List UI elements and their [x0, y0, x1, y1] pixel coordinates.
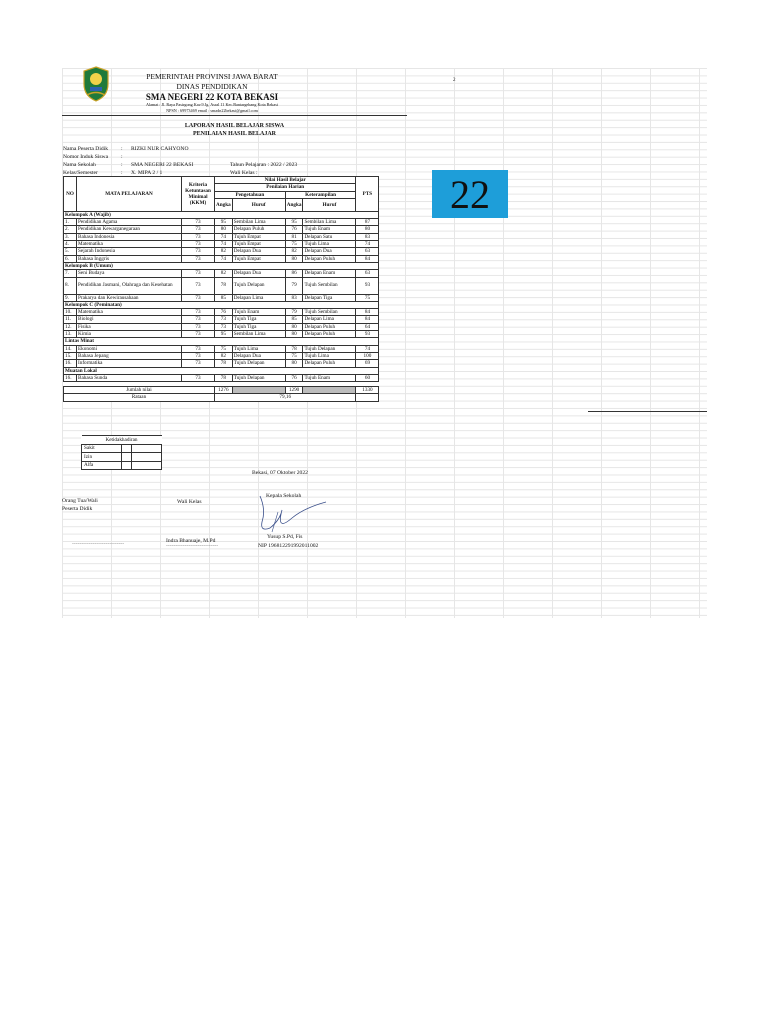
table-row — [64, 309, 379, 316]
col-nilai: Nilai Hasil Belajar — [215, 177, 356, 184]
cell-ph: Tujuh Empat — [232, 233, 285, 240]
nis-label: Nomor Induk Siswa — [63, 154, 109, 160]
col-kkm: Kriteria Ketuntasan Minimal (KKM) — [182, 177, 215, 212]
cell-kkm: 73 — [182, 374, 215, 381]
table-row — [64, 294, 379, 301]
school-address: Alamat : Jl. Raya Pasirgong Kav.9 Jg. Asral 11 Kec.Bantargebang Kota Bekasi — [145, 102, 279, 107]
cell-pa: 74 — [215, 255, 233, 262]
cell-no: 10. — [64, 309, 77, 316]
cell-ph: Tujuh Empat — [232, 241, 285, 248]
attendance-blank — [132, 461, 162, 470]
cell-ph: Delapan Lima — [232, 294, 285, 301]
cell-pa: 82 — [215, 352, 233, 359]
cell-subject: Bahasa Jepang — [77, 352, 182, 359]
handwritten-signature — [252, 492, 332, 540]
cell-ka: 75 — [285, 352, 303, 359]
table-row — [64, 316, 379, 323]
colon: : — [121, 154, 123, 160]
cell-no: 13. — [64, 331, 77, 338]
group-title: Muatan Lokal — [64, 367, 379, 374]
group-title: Kelompok A (Wajib) — [64, 211, 379, 218]
cell-ka: 95 — [285, 219, 303, 226]
attendance-table — [81, 435, 162, 470]
cell-subject: Ekonomi — [77, 345, 182, 352]
cell-pa: 73 — [215, 316, 233, 323]
cell-pa: 80 — [215, 226, 233, 233]
cell-kh: Delapan Tiga — [303, 294, 356, 301]
colon: : — [121, 170, 123, 176]
cell-ka: 85 — [285, 316, 303, 323]
cell-ph: Sembilan Lima — [232, 331, 285, 338]
group-row — [64, 211, 379, 218]
cell-kkm: 73 — [182, 323, 215, 330]
cell-ph: Sembilan Lima — [232, 219, 285, 226]
attendance-label: Izin — [82, 453, 122, 462]
cell-kh: Tujuh Sembilan — [303, 309, 356, 316]
cell-kh: Tujuh Sembilan — [303, 277, 356, 294]
group-title: Kelompok C (Peminatan) — [64, 301, 379, 308]
cell-ph: Tujuh Tiga — [232, 316, 285, 323]
cell-kkm: 73 — [182, 248, 215, 255]
cell-ka: 80 — [285, 331, 303, 338]
page-number: 2 — [453, 78, 456, 83]
total-keterampilan: 1290 — [285, 387, 303, 394]
cell-pts: 60 — [356, 374, 379, 381]
cell-no: 6. — [64, 255, 77, 262]
cell-pts: 74 — [356, 345, 379, 352]
cell-ka: 80 — [285, 255, 303, 262]
attendance-title: Ketidakhadiran — [82, 436, 162, 445]
cell-kkm: 73 — [182, 316, 215, 323]
cell-pa: 76 — [215, 309, 233, 316]
cell-ka: 83 — [285, 294, 303, 301]
cell-no: 14. — [64, 345, 77, 352]
table-row — [64, 323, 379, 330]
cell-pts: 69 — [356, 360, 379, 367]
cell-kh: Tujuh Enam — [303, 374, 356, 381]
total-row — [64, 387, 379, 394]
cell-pa: 74 — [215, 233, 233, 240]
cell-pts: 84 — [356, 316, 379, 323]
cell-pts: 84 — [356, 309, 379, 316]
head-nip: NIP 196812291992011002 — [258, 543, 319, 549]
cell-ka: 80 — [285, 360, 303, 367]
cell-subject: Matematika — [77, 241, 182, 248]
wali-kelas-name: Indra Bhanuaje, M.Pd — [166, 538, 216, 544]
group-row — [64, 262, 379, 269]
cell-subject: Matematika — [77, 309, 182, 316]
attendance-value — [122, 444, 132, 453]
cell-kh: Delapan Puluh — [303, 331, 356, 338]
cell-ka: 79 — [285, 309, 303, 316]
table-row — [64, 255, 379, 262]
cell-kkm: 73 — [182, 241, 215, 248]
cell-pts: 93 — [356, 331, 379, 338]
cell-kh: Delapan Puluh — [303, 255, 356, 262]
cell-kkm: 73 — [182, 219, 215, 226]
header-divider — [62, 115, 407, 116]
cell-kkm: 73 — [182, 309, 215, 316]
class-value: X. MIPA 2 / 1 — [131, 170, 163, 176]
school-name: SMA NEGERI 22 BEKASI — [131, 162, 194, 168]
cell-ph: Tujuh Delapan — [232, 374, 285, 381]
table-row — [64, 331, 379, 338]
place-date: Bekasi, 07 Oktober 2022 — [252, 470, 308, 476]
cell-no: 2. — [64, 226, 77, 233]
cell-pts: 64 — [356, 323, 379, 330]
parent-label-2: Peserta Didik — [62, 506, 93, 512]
cell-no: 15. — [64, 352, 77, 359]
cell-pa: 75 — [215, 345, 233, 352]
group-row — [64, 367, 379, 374]
group-row — [64, 301, 379, 308]
head-label: Kepala Sekolah — [266, 493, 302, 499]
col-no: NO — [64, 177, 77, 212]
cell-pts: 83 — [356, 233, 379, 240]
cell-kh: Tujuh Delapan — [303, 345, 356, 352]
cell-pa: 82 — [215, 248, 233, 255]
table-row — [64, 241, 379, 248]
student-name-label: Nama Peserta Didik — [63, 146, 109, 152]
school-label: Nama Sekolah — [63, 162, 96, 168]
col-pengetahuan: Pengetahuan — [215, 191, 286, 198]
col-huruf-2: Huruf — [303, 198, 356, 211]
table-row — [64, 233, 379, 240]
cell-kh: Delapan Lima — [303, 316, 356, 323]
school-contact: NPSN : 69973469 email : smadn22bekasi@gmail.com — [166, 108, 258, 113]
student-name: RIZKI NUR CAHYONO — [131, 146, 189, 152]
wali-label: Wali Kelas : — [230, 170, 258, 176]
cell-no: 11. — [64, 316, 77, 323]
cell-subject: Sejarah Indonesia — [77, 248, 182, 255]
west-java-emblem-logo — [82, 66, 110, 102]
cell-no: 16. — [64, 374, 77, 381]
cell-subject: Seni Budaya — [77, 270, 182, 277]
cell-kkm: 73 — [182, 226, 215, 233]
cell-ph: Delapan Dua — [232, 270, 285, 277]
cell-kh: Delapan Puluh — [303, 323, 356, 330]
cell-pts: 63 — [356, 270, 379, 277]
cell-subject: Informatika — [77, 360, 182, 367]
cell-kh: Tujuh Enam — [303, 226, 356, 233]
cell-no: 16. — [64, 360, 77, 367]
attendance-blank — [132, 453, 162, 462]
attendance-label: Alfa — [82, 461, 122, 470]
dept-title: DINAS PENDIDIKAN — [176, 82, 248, 91]
cell-ph: Delapan Puluh — [232, 226, 285, 233]
parent-sign-line: ---------------------------- — [72, 541, 125, 547]
report-subtitle: PENILAIAN HASIL BELAJAR — [192, 131, 277, 137]
cell-pa: 74 — [215, 241, 233, 248]
gray-cell — [303, 387, 356, 394]
parent-label: Orang Tua/Wali — [62, 498, 98, 504]
table-row — [64, 352, 379, 359]
col-harian: Penilaian Harian — [215, 184, 356, 191]
col-angka: Angka — [215, 198, 233, 211]
table-row — [64, 374, 379, 381]
cell-kkm: 73 — [182, 360, 215, 367]
cell-pts: 84 — [356, 255, 379, 262]
cell-ka: 82 — [285, 248, 303, 255]
group-title: Lintas Minat — [64, 338, 379, 345]
cell-ph: Delapan Dua — [232, 352, 285, 359]
cell-no: 12. — [64, 323, 77, 330]
group-title: Kelompok B (Umum) — [64, 262, 379, 269]
cell-subject: Pendidikan Agama — [77, 219, 182, 226]
cell-kkm: 73 — [182, 255, 215, 262]
cell-pts: 93 — [356, 277, 379, 294]
cell-no: 4. — [64, 241, 77, 248]
cell-kkm: 73 — [182, 270, 215, 277]
cell-kh: Sembilan Lima — [303, 219, 356, 226]
cell-ka: 81 — [285, 233, 303, 240]
cell-ph: Tujuh Lima — [232, 345, 285, 352]
gov-title: PEMERINTAH PROVINSI JAWA BARAT — [146, 72, 278, 81]
total-pts: 1330 — [356, 387, 379, 394]
attendance-blank — [132, 444, 162, 453]
cell-pa: 73 — [215, 323, 233, 330]
cell-ka: 80 — [285, 323, 303, 330]
cell-ph: Tujuh Empat — [232, 255, 285, 262]
colon: : — [121, 162, 123, 168]
blank-cell — [356, 394, 379, 401]
cell-pa: 95 — [215, 331, 233, 338]
table-row — [64, 345, 379, 352]
cell-subject: Bahasa Sunda — [77, 374, 182, 381]
cell-ka: 75 — [285, 241, 303, 248]
report-title: LAPORAN HASIL BELAJAR SISWA — [184, 123, 285, 129]
attendance-value — [122, 461, 132, 470]
cell-kh: Delapan Enam — [303, 270, 356, 277]
cell-pts: 75 — [356, 294, 379, 301]
right-divider — [588, 411, 707, 412]
cell-kkm: 73 — [182, 233, 215, 240]
grades-table — [63, 176, 379, 402]
cell-kh: Delapan Satu — [303, 233, 356, 240]
cell-subject: Bahasa Indonesia — [77, 233, 182, 240]
cell-no: 9. — [64, 294, 77, 301]
total-label: Jumlah nilai — [64, 387, 215, 394]
col-angka-2: Angka — [285, 198, 303, 211]
cell-kkm: 73 — [182, 331, 215, 338]
cell-ka: 76 — [285, 226, 303, 233]
table-row — [64, 277, 379, 294]
cell-subject: Pendidikan Jasmani, Olahraga dan Kesehatan — [77, 277, 182, 294]
school-title: SMA NEGERI 22 KOTA BEKASI — [145, 92, 279, 102]
cell-pa: 78 — [215, 374, 233, 381]
class-label: Kelas/Semester — [63, 170, 98, 176]
cell-kkm: 73 — [182, 345, 215, 352]
cell-subject: Bahasa Inggris — [77, 255, 182, 262]
cell-pa: 95 — [215, 219, 233, 226]
cell-pa: 82 — [215, 270, 233, 277]
cell-kh: Delapan Puluh — [303, 360, 356, 367]
cell-kkm: 73 — [182, 277, 215, 294]
col-huruf: Huruf — [232, 198, 285, 211]
cell-kh: Delapan Dua — [303, 248, 356, 255]
cell-no: 8. — [64, 277, 77, 294]
table-row — [64, 219, 379, 226]
cell-kh: Tujuh Lima — [303, 352, 356, 359]
gray-cell — [232, 387, 285, 394]
cell-kh: Tujuh Lima — [303, 241, 356, 248]
cell-pa: 78 — [215, 277, 233, 294]
cell-ka: 86 — [285, 270, 303, 277]
class-number-badge: 22 — [432, 170, 508, 218]
col-keterampilan: Keterampilan — [285, 191, 356, 198]
cell-pa: 85 — [215, 294, 233, 301]
table-row — [64, 270, 379, 277]
cell-ph: Tujuh Delapan — [232, 360, 285, 367]
cell-no: 5. — [64, 248, 77, 255]
cell-subject: Fisika — [77, 323, 182, 330]
cell-ka: 78 — [285, 345, 303, 352]
cell-no: 1. — [64, 219, 77, 226]
average-value: 79,16 — [215, 394, 356, 401]
average-row — [64, 394, 379, 401]
table-row — [64, 226, 379, 233]
cell-kkm: 73 — [182, 294, 215, 301]
cell-subject: Prakarya dan Kewirausahaan — [77, 294, 182, 301]
cell-subject: Kimia — [77, 331, 182, 338]
attendance-value — [122, 453, 132, 462]
cell-subject: Biologi — [77, 316, 182, 323]
school-year: Tahun Pelajaran : 2022 / 2023 — [230, 162, 298, 168]
wali-sign-line: ---------------------------- — [166, 543, 219, 549]
grades-body — [64, 211, 379, 401]
cell-ph: Tujuh Tiga — [232, 323, 285, 330]
cell-ka: 76 — [285, 374, 303, 381]
cell-no: 3. — [64, 233, 77, 240]
cell-ka: 79 — [285, 277, 303, 294]
cell-ph: Tujuh Delapan — [232, 277, 285, 294]
average-label: Rataan — [64, 394, 215, 401]
cell-pa: 78 — [215, 360, 233, 367]
col-pts: PTS — [356, 177, 379, 212]
table-row — [64, 360, 379, 367]
cell-subject: Pendidikan Kewarganegaraan — [77, 226, 182, 233]
wali-kelas-label: Wali Kelas — [177, 499, 202, 505]
cell-ph: Tujuh Enam — [232, 309, 285, 316]
group-row — [64, 338, 379, 345]
attendance-label: Sakit — [82, 444, 122, 453]
colon: : — [121, 146, 123, 152]
cell-kkm: 73 — [182, 352, 215, 359]
head-name: Yusup S.Pd, Fis — [267, 534, 303, 540]
table-row — [64, 248, 379, 255]
cell-pts: 100 — [356, 352, 379, 359]
cell-pts: 63 — [356, 248, 379, 255]
total-pengetahuan: 1276 — [215, 387, 233, 394]
cell-ph: Delapan Dua — [232, 248, 285, 255]
cell-pts: 87 — [356, 219, 379, 226]
cell-pts: 74 — [356, 241, 379, 248]
cell-pts: 80 — [356, 226, 379, 233]
col-subject: MATA PELAJARAN — [77, 177, 182, 212]
cell-no: 7. — [64, 270, 77, 277]
